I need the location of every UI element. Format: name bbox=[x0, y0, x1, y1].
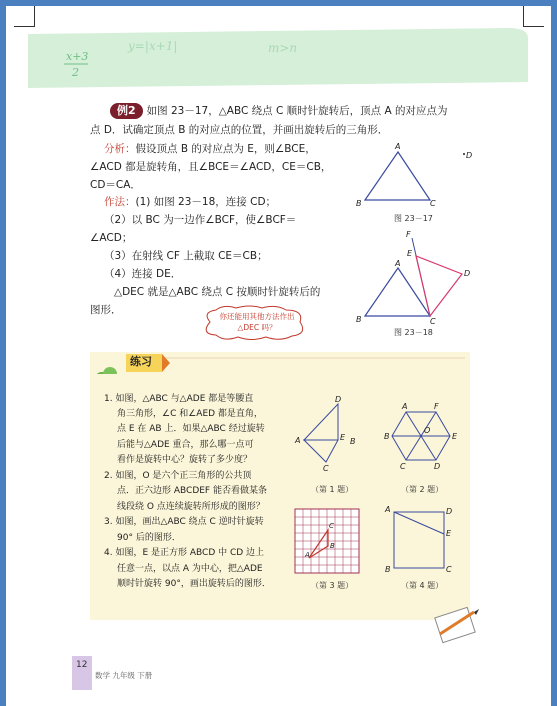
practice-caption-3: （第 3 题） bbox=[311, 581, 354, 590]
practice-line-7: 点．正六边形 ABCDEF 能否看做某条 bbox=[117, 486, 267, 496]
svg-text:D: D bbox=[466, 151, 473, 160]
svg-text:B: B bbox=[385, 565, 391, 574]
triangle-dec bbox=[416, 256, 462, 316]
triangle-abc bbox=[365, 152, 430, 200]
svg-text:O: O bbox=[424, 426, 431, 435]
banner bbox=[28, 24, 528, 92]
example-badge: 例2 bbox=[110, 103, 143, 119]
analysis-line3: CD＝CA． bbox=[90, 179, 141, 191]
practice-figure-4 bbox=[384, 504, 464, 574]
svg-text:C: C bbox=[430, 199, 436, 208]
svg-text:A: A bbox=[395, 259, 401, 268]
svg-text:E: E bbox=[340, 433, 346, 442]
svg-text:x+3: x+3 bbox=[66, 50, 89, 63]
svg-text:C: C bbox=[430, 317, 436, 326]
example-line2: 点 D．试确定顶点 B 的对应点的位置，并画出旋转后的三角形． bbox=[90, 124, 389, 136]
practice-caption-2: （第 2 题） bbox=[401, 485, 444, 494]
practice-figure-3 bbox=[294, 508, 360, 574]
figure-23-17 bbox=[350, 140, 480, 215]
svg-text:D: D bbox=[446, 507, 453, 516]
figure-23-18-caption: 图 23－18 bbox=[394, 328, 433, 337]
svg-text:D: D bbox=[464, 269, 471, 278]
svg-text:2: 2 bbox=[72, 66, 79, 79]
method-line4: （3）在射线 CF 上截取 CE＝CB； bbox=[104, 250, 268, 262]
svg-text:D: D bbox=[335, 395, 342, 404]
conclusion-line1: △DEC 就是△ABC 绕点 C 按顺时针旋转后的 bbox=[114, 286, 321, 298]
practice-line-8: 线段绕 O 点连续旋转所形成的图形？ bbox=[117, 502, 265, 512]
practice-line-4: 后能与△ADE 重合，那么哪一点可 bbox=[117, 440, 254, 450]
svg-text:E: E bbox=[446, 529, 452, 538]
practice-line-10: 90° 后的图形． bbox=[117, 533, 181, 543]
method-line1: 作法：(1) 如图 23－18，连接 CD； bbox=[104, 196, 277, 208]
example-line1: 例2 如图 23－17，△ABC 绕点 C 顺时针旋转后，顶点 A 的对应点为 bbox=[110, 102, 448, 120]
svg-text:A: A bbox=[295, 436, 301, 445]
analysis-line2: ∠ACD 都是旋转角，且∠BCE＝∠ACD，CE＝CB， bbox=[90, 161, 332, 173]
svg-text:C: C bbox=[323, 464, 329, 472]
method-line2: （2）以 BC 为一边作∠BCF，使∠BCF＝ bbox=[104, 214, 297, 226]
practice-line-13: 顺时针旋转 90°，画出旋转后的图形． bbox=[117, 579, 271, 589]
svg-text:m>n: m>n bbox=[268, 41, 298, 55]
svg-text:D: D bbox=[434, 462, 441, 470]
footer-text: 数学 九年级 下册 bbox=[95, 671, 153, 680]
svg-text:F: F bbox=[406, 230, 411, 239]
page-number: 12 bbox=[76, 660, 88, 670]
practice-line-5: 看作是旋转中心？旋转了多少度？ bbox=[117, 455, 253, 465]
analysis-line1: 分析：假设顶点 B 的对应点为 E，则∠BCE， bbox=[104, 143, 316, 155]
practice-caption-1: （第 1 题） bbox=[311, 485, 354, 494]
svg-text:A: A bbox=[385, 505, 391, 514]
practice-line-12: 任意一点，以点 A 为中心，把△ADE bbox=[117, 564, 263, 574]
practice-title: 练习 bbox=[130, 355, 152, 368]
cloud-text: 你还能用其他方法作出△DEC 吗？ bbox=[219, 312, 295, 332]
svg-text:B: B bbox=[356, 315, 362, 324]
conclusion-line2: 图形． bbox=[90, 304, 122, 316]
notebook-pencil-icon bbox=[432, 604, 482, 644]
frame-left bbox=[0, 0, 6, 706]
svg-text:E: E bbox=[452, 432, 458, 441]
frame-right bbox=[551, 0, 557, 706]
practice-line-9: 3. 如图，画出△ABC 绕点 C 逆时针旋转 bbox=[104, 517, 264, 527]
svg-text:C: C bbox=[400, 462, 406, 470]
frame-top bbox=[0, 0, 557, 6]
practice-line-3: 点 E 在 AB 上．如果△ABC 经过旋转 bbox=[117, 424, 265, 434]
practice-figure-1 bbox=[294, 392, 364, 472]
svg-text:A: A bbox=[402, 402, 408, 411]
svg-text:C: C bbox=[446, 565, 452, 574]
svg-text:F: F bbox=[434, 402, 439, 411]
svg-text:A: A bbox=[305, 551, 310, 559]
practice-caption-4: （第 4 题） bbox=[401, 581, 444, 590]
practice-line-1: 1. 如图，△ABC 与△ADE 都是等腰直 bbox=[104, 394, 254, 404]
point-d bbox=[463, 153, 465, 155]
figure-23-18 bbox=[350, 228, 480, 328]
method-line5: （4）连接 DE． bbox=[104, 268, 182, 280]
svg-text:B: B bbox=[384, 432, 390, 441]
svg-text:A: A bbox=[395, 142, 401, 151]
svg-text:B: B bbox=[330, 542, 335, 550]
svg-text:B: B bbox=[350, 437, 356, 446]
method-line3: ∠ACD； bbox=[90, 232, 133, 244]
svg-text:y=|x+1|: y=|x+1| bbox=[128, 39, 178, 53]
practice-line-6: 2. 如图，O 是六个正三角形的公共顶 bbox=[104, 471, 252, 481]
svg-text:C: C bbox=[329, 522, 334, 530]
practice-line-2: 角三角形，∠C 和∠AED 都是直角， bbox=[117, 409, 263, 419]
svg-text:E: E bbox=[407, 249, 413, 258]
figure-23-17-caption: 图 23－17 bbox=[394, 214, 433, 223]
practice-figure-2 bbox=[384, 400, 464, 470]
svg-text:B: B bbox=[356, 199, 362, 208]
practice-line-11: 4. 如图，E 是正方形 ABCD 中 CD 边上 bbox=[104, 548, 265, 558]
